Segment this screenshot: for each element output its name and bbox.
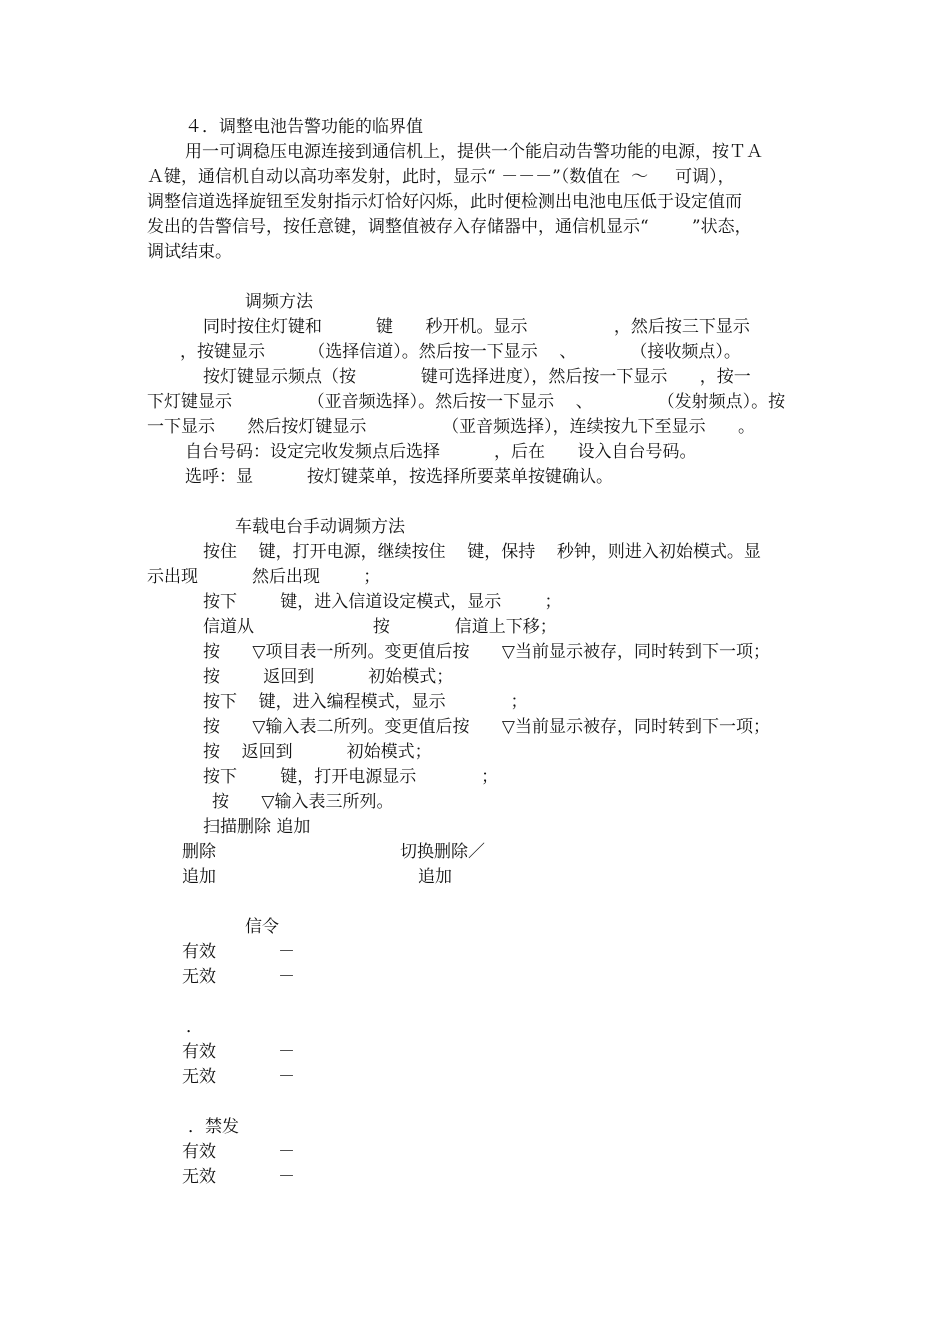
forbid-row-1-label: 有效 xyxy=(182,1142,216,1162)
vehicle-line-2: 示出现 然后出现 ； xyxy=(147,567,381,587)
tuning-line-7: 选呼：显 按灯键菜单，按选择所要菜单按键确认。 xyxy=(185,467,614,487)
tuning-line-3: 按灯键显示频点（按 键可选择进度），然后按一下显示 ，按一 xyxy=(203,367,751,387)
dot-row-2-value: － xyxy=(278,1067,295,1087)
vehicle-heading: 车载电台手动调频方法 xyxy=(235,517,405,537)
dot-row-1-value: － xyxy=(278,1042,295,1062)
vehicle-line-12: 扫描删除 追加 xyxy=(203,817,311,837)
vehicle-line-6: 按 返回到 初始模式； xyxy=(203,667,454,687)
vehicle-line-11: 按 ▽输入表三所列。 xyxy=(212,792,394,812)
table-row-1-right: 切换删除／ xyxy=(400,842,485,862)
tuning-line-4: 下灯键显示 （亚音频选择）。然后按一下显示 、 （发射频点）。按 xyxy=(147,392,786,412)
tuning-heading: 调频方法 xyxy=(245,292,313,312)
forbid-row-2-label: 无效 xyxy=(182,1167,216,1187)
dot-row-2-label: 无效 xyxy=(182,1067,216,1087)
section4-line-2: Ａ键，通信机自动以高功率发射，此时，显示“ －－－”（数值在 ～ 可调）， xyxy=(147,167,735,187)
section4-line-3: 调整信道选择旋钮至发射指示灯恰好闪烁，此时便检测出电池电压低于设定值而 xyxy=(147,192,742,212)
section4-line-5: 调试结束。 xyxy=(147,242,232,262)
vehicle-line-7: 按下 键，进入编程模式，显示 ； xyxy=(203,692,528,712)
vehicle-line-1: 按住 键，打开电源，继续按住 键，保持 秒钟，则进入初始模式。显 xyxy=(203,542,761,562)
tuning-line-5: 一下显示 然后按灯键显示 （亚音频选择），连续按九下至显示 。 xyxy=(147,417,755,437)
table-row-2-right: 追加 xyxy=(418,867,452,887)
vehicle-line-3: 按下 键，进入信道设定模式，显示 ； xyxy=(203,592,562,612)
vehicle-line-4: 信道从 按 信道上下移； xyxy=(203,617,557,637)
tuning-line-2: ，按键显示 （选择信道）。然后按一下显示 、 （接收频点）。 xyxy=(180,342,741,362)
table-row-1-left: 删除 xyxy=(182,842,216,862)
table-row-2-left: 追加 xyxy=(182,867,216,887)
signal-row-1-label: 有效 xyxy=(182,942,216,962)
vehicle-line-5: 按 ▽项目表一所列。变更值后按 ▽当前显示被存，同时转到下一项； xyxy=(203,642,770,662)
vehicle-line-8: 按 ▽输入表二所列。变更值后按 ▽当前显示被存，同时转到下一项； xyxy=(203,717,770,737)
section4-heading: ４．调整电池告警功能的临界值 xyxy=(185,117,423,137)
forbid-row-1-value: － xyxy=(278,1142,295,1162)
dot-row-1-label: 有效 xyxy=(182,1042,216,1062)
tuning-line-6: 自台号码：设定完收发频点后选择 ，后在 设入自台号码。 xyxy=(185,442,697,462)
tuning-line-1: 同时按住灯键和 键 秒开机。显示 ，然后按三下显示 xyxy=(203,317,750,337)
section4-line-1: 用一可调稳压电源连接到通信机上，提供一个能启动告警功能的电源，按ＴＡ xyxy=(185,142,763,162)
forbid-row-2-value: － xyxy=(278,1167,295,1187)
signal-row-2-value: － xyxy=(278,967,295,987)
signal-row-1-value: － xyxy=(278,942,295,962)
signal-row-2-label: 无效 xyxy=(182,967,216,987)
signal-heading: 信令 xyxy=(245,917,279,937)
dot-section-heading: ． xyxy=(186,1017,203,1037)
section4-line-4: 发出的告警信号，按任意键，调整值被存入存储器中，通信机显示“ ”状态， xyxy=(147,217,752,237)
forbid-heading: ．禁发 xyxy=(188,1117,239,1137)
vehicle-line-9: 按 返回到 初始模式； xyxy=(203,742,432,762)
vehicle-line-10: 按下 键，打开电源显示 ； xyxy=(203,767,499,787)
